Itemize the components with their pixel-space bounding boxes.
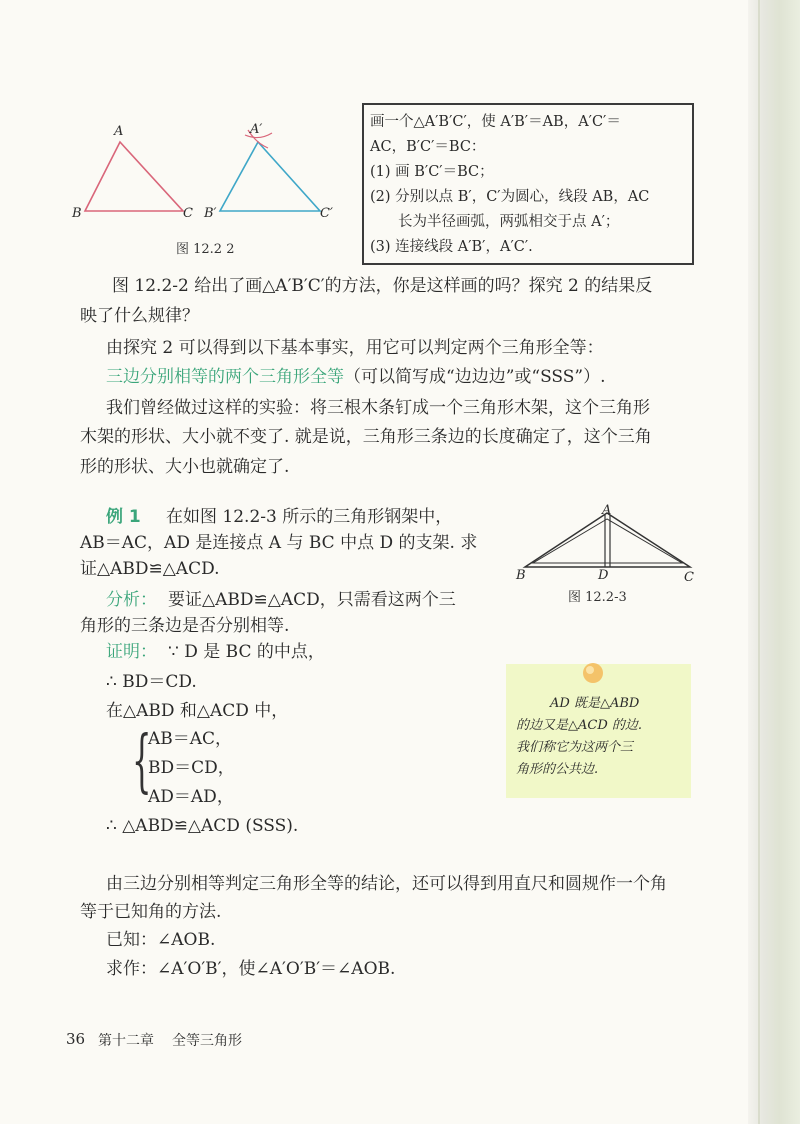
fig3-label-b: B bbox=[516, 568, 526, 583]
para1-line2: 映了什么规律？ bbox=[80, 306, 199, 326]
label-a: A bbox=[114, 124, 124, 139]
construction-steps-box bbox=[362, 103, 694, 265]
figure-12-2-2-caption: 图 12.2 2 bbox=[176, 242, 235, 257]
proof-line3: 在△ABD 和△ACD 中， bbox=[106, 701, 289, 721]
fig3-label-d: D bbox=[598, 568, 609, 583]
triangle-abc bbox=[85, 142, 183, 211]
label-c-prime: C′ bbox=[320, 206, 333, 221]
label-b: B bbox=[72, 206, 82, 221]
para1-line1: 图 12.2-2 给出了画△A′B′C′的方法，你是这样画的吗？探究 2 的结果反 bbox=[112, 276, 653, 296]
note-line4: 角形的公共边. bbox=[516, 762, 599, 777]
system-brace: { bbox=[132, 722, 152, 801]
figure-12-2-3-caption: 图 12.2-3 bbox=[568, 590, 627, 605]
analysis-line1: 要证△ABD≌△ACD，只需看这两个三 bbox=[168, 590, 456, 610]
lightbulb-icon bbox=[580, 660, 606, 686]
step-line: 画一个△A′B′C′，使 A′B′＝AB，A′C′＝ bbox=[370, 114, 621, 130]
label-b-prime: B′ bbox=[204, 206, 217, 221]
truss-inner bbox=[533, 519, 682, 563]
example-line2: AB＝AC，AD 是连接点 A 与 BC 中点 D 的支架. 求 bbox=[80, 533, 478, 553]
system-eq1: AB＝AC， bbox=[148, 729, 233, 749]
para3-line3: 形的形状、大小也就确定了. bbox=[80, 457, 290, 477]
step-line: AC，B′C′＝BC： bbox=[370, 139, 486, 155]
note-line3: 我们称它为这两个三 bbox=[516, 740, 634, 755]
fig3-label-a: A bbox=[602, 503, 612, 518]
system-eq2: BD＝CD， bbox=[148, 758, 235, 778]
side-note bbox=[506, 664, 691, 798]
theorem-statement: 三边分别相等的两个三角形全等 bbox=[106, 367, 344, 387]
proof-conclusion: ∴ △ABD≌△ACD (SSS). bbox=[106, 816, 299, 836]
label-a-prime: A′ bbox=[250, 122, 263, 137]
para2: 由探究 2 可以得到以下基本事实，用它可以判定两个三角形全等： bbox=[106, 338, 604, 358]
chapter-title: 全等三角形 bbox=[172, 1033, 242, 1049]
analysis-line2: 角形的三条边是否分别相等. bbox=[80, 616, 290, 636]
example-line1: 在如图 12.2-3 所示的三角形钢架中， bbox=[166, 507, 453, 527]
fig3-label-c: C bbox=[684, 570, 694, 585]
given: 已知：∠AOB. bbox=[106, 930, 216, 950]
theorem-abbrev: （可以简写成“边边边”或“SSS”）. bbox=[344, 367, 606, 387]
page-edge bbox=[748, 0, 800, 1124]
proof-label: 证明： bbox=[106, 642, 157, 662]
figure-12-2-2 bbox=[60, 115, 360, 255]
para3-line1: 我们曾经做过这样的实验：将三根木条钉成一个三角形木架，这个三角形 bbox=[106, 398, 650, 418]
page-number: 36 bbox=[66, 1030, 86, 1048]
step-line: 长为半径画弧，两弧相交于点 A′； bbox=[398, 214, 620, 230]
chapter-label: 第十二章 bbox=[98, 1033, 154, 1049]
construct: 求作：∠A′O′B′，使∠A′O′B′＝∠AOB. bbox=[106, 959, 396, 979]
proof-line2: ∴ BD＝CD. bbox=[106, 672, 197, 692]
note-line1: AD 既是△ABD bbox=[550, 696, 640, 711]
proof-line1: ∵ D 是 BC 的中点， bbox=[168, 642, 325, 662]
analysis-label: 分析： bbox=[106, 590, 157, 610]
triangle-a-prime bbox=[220, 142, 320, 211]
truss-outer bbox=[525, 513, 690, 567]
step-line: (3) 连接线段 A′B′，A′C′. bbox=[370, 239, 533, 255]
example-line3: 证△ABD≌△ACD. bbox=[80, 559, 220, 579]
step-line: (1) 画 B′C′＝BC； bbox=[370, 164, 494, 180]
para4-line1: 由三边分别相等判定三角形全等的结论，还可以得到用直尺和圆规作一个角 bbox=[106, 874, 667, 894]
para3-line2: 木架的形状、大小就不变了. 就是说，三角形三条边的长度确定了，这个三角 bbox=[80, 427, 652, 447]
page-edge-line bbox=[758, 0, 760, 1124]
note-line2: 的边又是△ACD 的边. bbox=[516, 718, 643, 733]
system-eq3: AD＝AD， bbox=[148, 787, 234, 807]
step-line: (2) 分别以点 B′，C′为圆心，线段 AB，AC bbox=[370, 189, 650, 205]
theorem bbox=[106, 365, 606, 389]
example-label: 例 1 bbox=[106, 507, 141, 527]
label-c: C bbox=[183, 206, 193, 221]
para4-line2: 等于已知角的方法. bbox=[80, 902, 222, 922]
